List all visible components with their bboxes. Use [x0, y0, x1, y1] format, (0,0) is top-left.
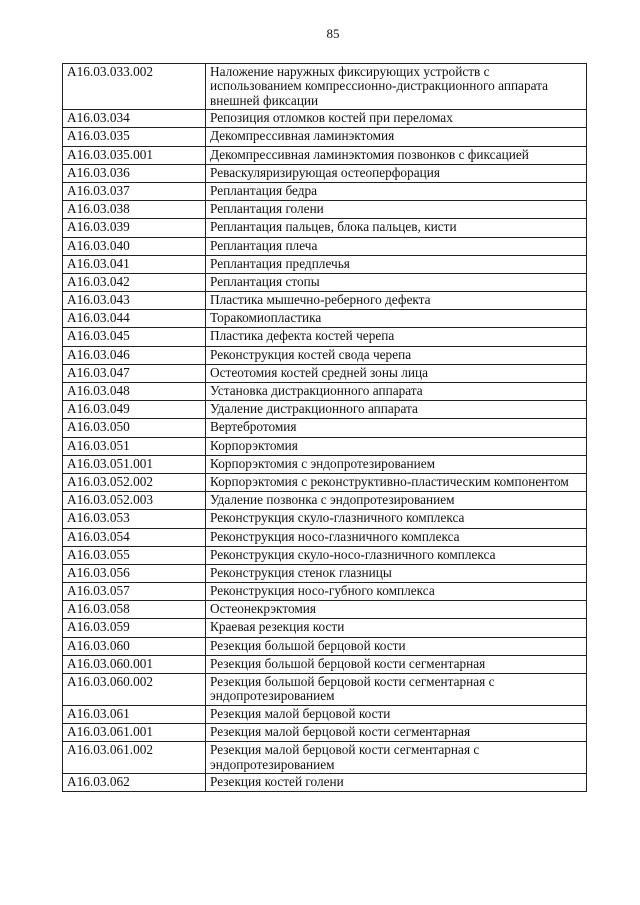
procedure-name-cell: Реконструкция носо-губного комплекса	[206, 583, 587, 601]
procedure-code-cell: A16.03.037	[63, 182, 206, 200]
table-row	[63, 546, 587, 564]
procedure-name-cell: Реконструкция скуло-глазничного комплекса	[206, 510, 587, 528]
procedure-code-cell: A16.03.050	[63, 419, 206, 437]
procedure-name-cell: Репозиция отломков костей при переломах	[206, 110, 587, 128]
table-row	[63, 346, 587, 364]
procedure-name-cell: Краевая резекция кости	[206, 619, 587, 637]
table-row	[63, 237, 587, 255]
procedure-code-cell: A16.03.051	[63, 437, 206, 455]
procedure-code-cell: A16.03.055	[63, 546, 206, 564]
procedure-name-cell: Реваскуляризирующая остеоперфорация	[206, 164, 587, 182]
table-row	[63, 601, 587, 619]
procedure-code-cell: A16.03.046	[63, 346, 206, 364]
procedure-code-cell: A16.03.051.001	[63, 455, 206, 473]
table-row	[63, 328, 587, 346]
table-row	[63, 383, 587, 401]
procedure-code-cell: A16.03.038	[63, 201, 206, 219]
procedure-name-cell: Вертебротомия	[206, 419, 587, 437]
procedure-code-cell: A16.03.035.001	[63, 146, 206, 164]
procedure-code-cell: A16.03.052.002	[63, 473, 206, 491]
procedure-code-cell: A16.03.039	[63, 219, 206, 237]
table-row	[63, 273, 587, 291]
procedure-name-cell: Реконструкция костей свода черепа	[206, 346, 587, 364]
procedure-name-cell: Реплантация стопы	[206, 273, 587, 291]
procedure-name-cell: Резекция костей голени	[206, 774, 587, 792]
procedure-name-cell: Остеотомия костей средней зоны лица	[206, 364, 587, 382]
procedure-code-cell: A16.03.061.001	[63, 724, 206, 742]
procedure-code-cell: A16.03.033.002	[63, 64, 206, 110]
procedure-name-cell: Наложение наружных фиксирующих устройств с использованием компрессионно-дистракционного аппарата внешней фиксации	[206, 64, 587, 110]
table-row	[63, 310, 587, 328]
table-row	[63, 110, 587, 128]
procedure-name-cell: Реплантация пальцев, блока пальцев, кисти	[206, 219, 587, 237]
procedure-code-cell: A16.03.060	[63, 637, 206, 655]
procedure-name-cell: Корпорэктомия с реконструктивно-пластическим компонентом	[206, 473, 587, 491]
table-row	[63, 128, 587, 146]
procedure-code-cell: A16.03.044	[63, 310, 206, 328]
procedure-code-cell: A16.03.036	[63, 164, 206, 182]
procedure-name-cell: Удаление позвонка с эндопротезированием	[206, 492, 587, 510]
table-row	[63, 182, 587, 200]
table-row	[63, 164, 587, 182]
table-row	[63, 528, 587, 546]
procedure-code-cell: A16.03.060.002	[63, 674, 206, 706]
procedure-name-cell: Реплантация плеча	[206, 237, 587, 255]
procedure-name-cell: Корпорэктомия	[206, 437, 587, 455]
procedure-name-cell: Резекция большой берцовой кости сегментарная с эндопротезированием	[206, 674, 587, 706]
procedure-name-cell: Реплантация голени	[206, 201, 587, 219]
table-row	[63, 655, 587, 673]
procedure-name-cell: Установка дистракционного аппарата	[206, 383, 587, 401]
procedure-code-cell: A16.03.061.002	[63, 742, 206, 774]
procedure-name-cell: Резекция малой берцовой кости сегментарная	[206, 724, 587, 742]
procedure-code-cell: A16.03.059	[63, 619, 206, 637]
table-row	[63, 674, 587, 706]
table-row	[63, 705, 587, 723]
procedure-name-cell: Пластика мышечно-реберного дефекта	[206, 292, 587, 310]
procedure-name-cell: Корпорэктомия с эндопротезированием	[206, 455, 587, 473]
procedure-name-cell: Торакомиопластика	[206, 310, 587, 328]
procedure-name-cell: Декомпрессивная ламинэктомия позвонков с фиксацией	[206, 146, 587, 164]
procedure-name-cell: Реконструкция носо-глазничного комплекса	[206, 528, 587, 546]
table-row	[63, 146, 587, 164]
procedure-name-cell: Резекция большой берцовой кости	[206, 637, 587, 655]
procedure-code-cell: A16.03.043	[63, 292, 206, 310]
table-row	[63, 473, 587, 491]
procedure-code-cell: A16.03.041	[63, 255, 206, 273]
procedure-code-cell: A16.03.054	[63, 528, 206, 546]
procedure-code-cell: A16.03.057	[63, 583, 206, 601]
procedure-name-cell: Удаление дистракционного аппарата	[206, 401, 587, 419]
procedure-code-cell: A16.03.049	[63, 401, 206, 419]
procedure-code-cell: A16.03.053	[63, 510, 206, 528]
table-row	[63, 492, 587, 510]
table-row	[63, 419, 587, 437]
table-row	[63, 437, 587, 455]
procedure-code-cell: A16.03.060.001	[63, 655, 206, 673]
table-row	[63, 401, 587, 419]
table-row	[63, 724, 587, 742]
procedure-codes-table	[62, 63, 587, 792]
procedure-code-cell: A16.03.048	[63, 383, 206, 401]
table-row	[63, 219, 587, 237]
table-row	[63, 510, 587, 528]
procedure-code-cell: A16.03.042	[63, 273, 206, 291]
page-number: 85	[326, 26, 340, 41]
table-row	[63, 774, 587, 792]
procedure-code-cell: A16.03.047	[63, 364, 206, 382]
table-body	[63, 64, 587, 792]
procedure-name-cell: Реконструкция стенок глазницы	[206, 564, 587, 582]
procedure-name-cell: Резекция малой берцовой кости	[206, 705, 587, 723]
procedure-code-cell: A16.03.045	[63, 328, 206, 346]
table-row	[63, 201, 587, 219]
procedure-name-cell: Реплантация предплечья	[206, 255, 587, 273]
procedure-code-cell: A16.03.058	[63, 601, 206, 619]
procedure-name-cell: Пластика дефекта костей черепа	[206, 328, 587, 346]
procedure-name-cell: Реплантация бедра	[206, 182, 587, 200]
table-row	[63, 619, 587, 637]
procedure-code-cell: A16.03.040	[63, 237, 206, 255]
table-row	[63, 255, 587, 273]
procedure-code-cell: A16.03.062	[63, 774, 206, 792]
table-row	[63, 583, 587, 601]
table-row	[63, 364, 587, 382]
procedure-name-cell: Реконструкция скуло-носо-глазничного комплекса	[206, 546, 587, 564]
procedure-code-cell: A16.03.034	[63, 110, 206, 128]
procedure-code-cell: A16.03.035	[63, 128, 206, 146]
procedure-name-cell: Декомпрессивная ламинэктомия	[206, 128, 587, 146]
table-row	[63, 455, 587, 473]
procedure-code-cell: A16.03.061	[63, 705, 206, 723]
procedure-code-cell: A16.03.052.003	[63, 492, 206, 510]
procedure-name-cell: Остеонекрэктомия	[206, 601, 587, 619]
table-row	[63, 637, 587, 655]
table-row	[63, 742, 587, 774]
table-row	[63, 292, 587, 310]
table-row	[63, 564, 587, 582]
procedure-name-cell: Резекция малой берцовой кости сегментарная с эндопротезированием	[206, 742, 587, 774]
table-row	[63, 64, 587, 110]
procedure-name-cell: Резекция большой берцовой кости сегментарная	[206, 655, 587, 673]
procedure-code-cell: A16.03.056	[63, 564, 206, 582]
